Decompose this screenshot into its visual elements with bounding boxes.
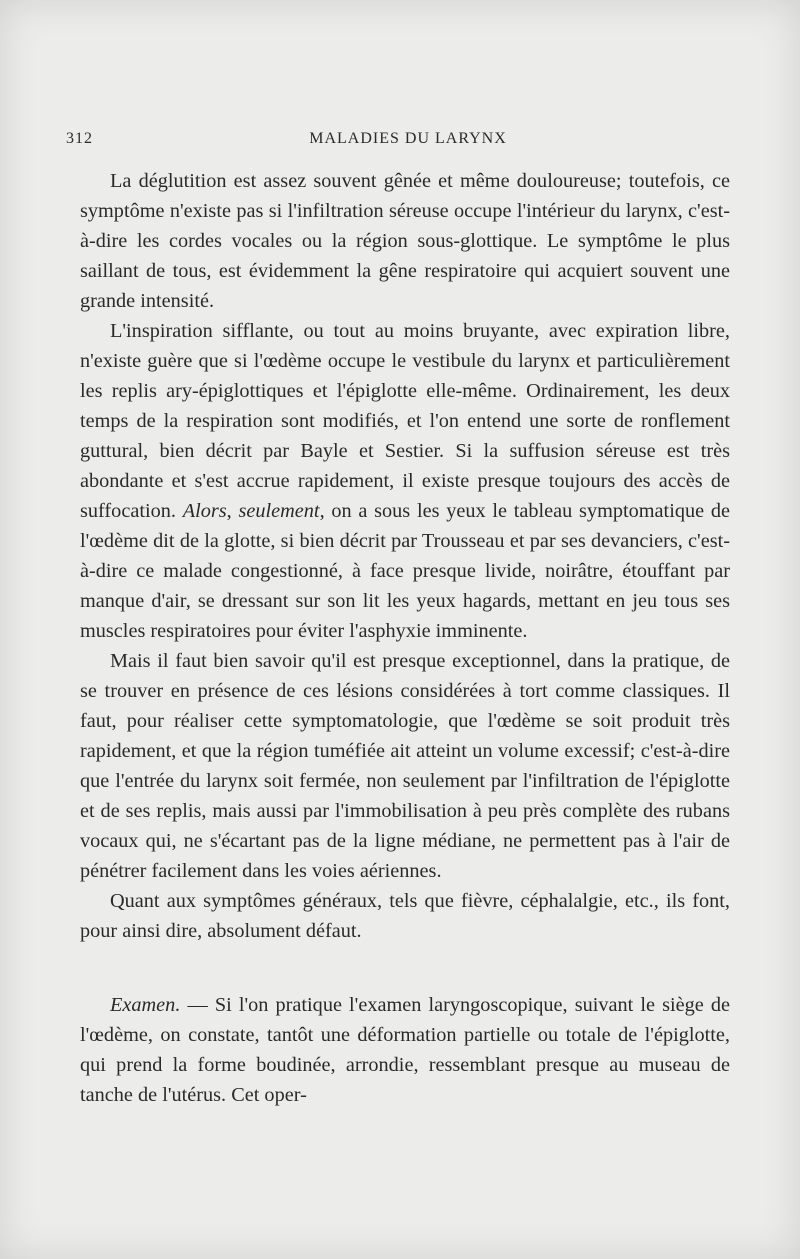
paragraph-text: Mais il faut bien savoir qu'il est presque exceptionnel, dans la pratique, de se trouver en présence de ces lésions considérées à tort comme classiques. Il faut, pour réaliser cette symptomatologie, que l'œdème se soit produit très rapidement, et que la région tuméfiée ait atteint un volume excessif; c'est-à-dire que l'entrée du larynx soit fermée, non seulement par l'infiltration de l'épiglotte et de ses replis, mais aussi par l'immobilisation à peu près complète des rubans vocaux qui, ne s'écartant pas de la ligne médiane, ne permettent pas à l'air de pénétrer facilement dans les voies aériennes. xyxy=(80,650,730,882)
paragraph-inspiration xyxy=(80,316,730,646)
page-number: 312 xyxy=(66,130,93,147)
page-header xyxy=(66,130,730,156)
paragraph-text: Quant aux symptômes généraux, tels que fièvre, céphalalgie, etc., ils font, pour ainsi dire, absolument défaut. xyxy=(80,890,730,942)
italic-alors: Alors xyxy=(182,500,227,522)
paragraph-deglutition xyxy=(80,166,730,316)
paragraph-text: , xyxy=(226,500,239,522)
paragraph-text: , on a sous les yeux le tableau symptomatique de l'œdème dit de la glotte, si bien décrit par Trousseau et par ses devanciers, c'est-à-dire ce malade congestionné, à face presque livide, noirâtre, étouffant par manque d'air, se dressant sur son lit les yeux hagards, mettant en jeu tous ses muscles respiratoires pour éviter l'asphyxie imminente. xyxy=(80,500,730,642)
paragraph-text: L'inspiration sifflante, ou tout au moins bruyante, avec expiration libre, n'existe guère que si l'œdème occupe le vestibule du larynx et particulièrement les replis ary-épiglottiques et l'épiglotte elle-même. Ordinairement, les deux temps de la respiration sont modifiés, et l'on entend une sorte de ronflement guttural, bien décrit par Bayle et Sestier. Si la suffusion séreuse est très abondante et s'est accrue rapidement, il existe presque toujours des accès de suffocation. xyxy=(80,320,730,522)
paragraph-text: — Si l'on pratique l'examen laryngoscopique, suivant le siège de l'œdème, on constate, tantôt une déformation partielle ou totale de l'épiglotte, qui prend la forme boudinée, arrondie, ressemblant presque au museau de tanche de l'utérus. Cet oper- xyxy=(80,994,730,1106)
running-title: MALADIES DU LARYNX xyxy=(309,130,507,147)
paragraph-examen xyxy=(80,990,730,1110)
section-heading-examen: Examen. xyxy=(110,994,181,1016)
paragraph-symptomes-generaux xyxy=(80,886,730,946)
paragraph-exceptionnel xyxy=(80,646,730,886)
paragraph-text: La déglutition est assez souvent gênée et même douloureuse; toutefois, ce symptôme n'existe pas si l'infiltration séreuse occupe l'intérieur du larynx, c'est-à-dire les cordes vocales ou la région sous-glottique. Le symptôme le plus saillant de tous, est évidemment la gêne respiratoire qui acquiert souvent une grande intensité. xyxy=(80,170,730,312)
page-body xyxy=(80,166,730,1110)
italic-seulement: seulement xyxy=(238,500,320,522)
